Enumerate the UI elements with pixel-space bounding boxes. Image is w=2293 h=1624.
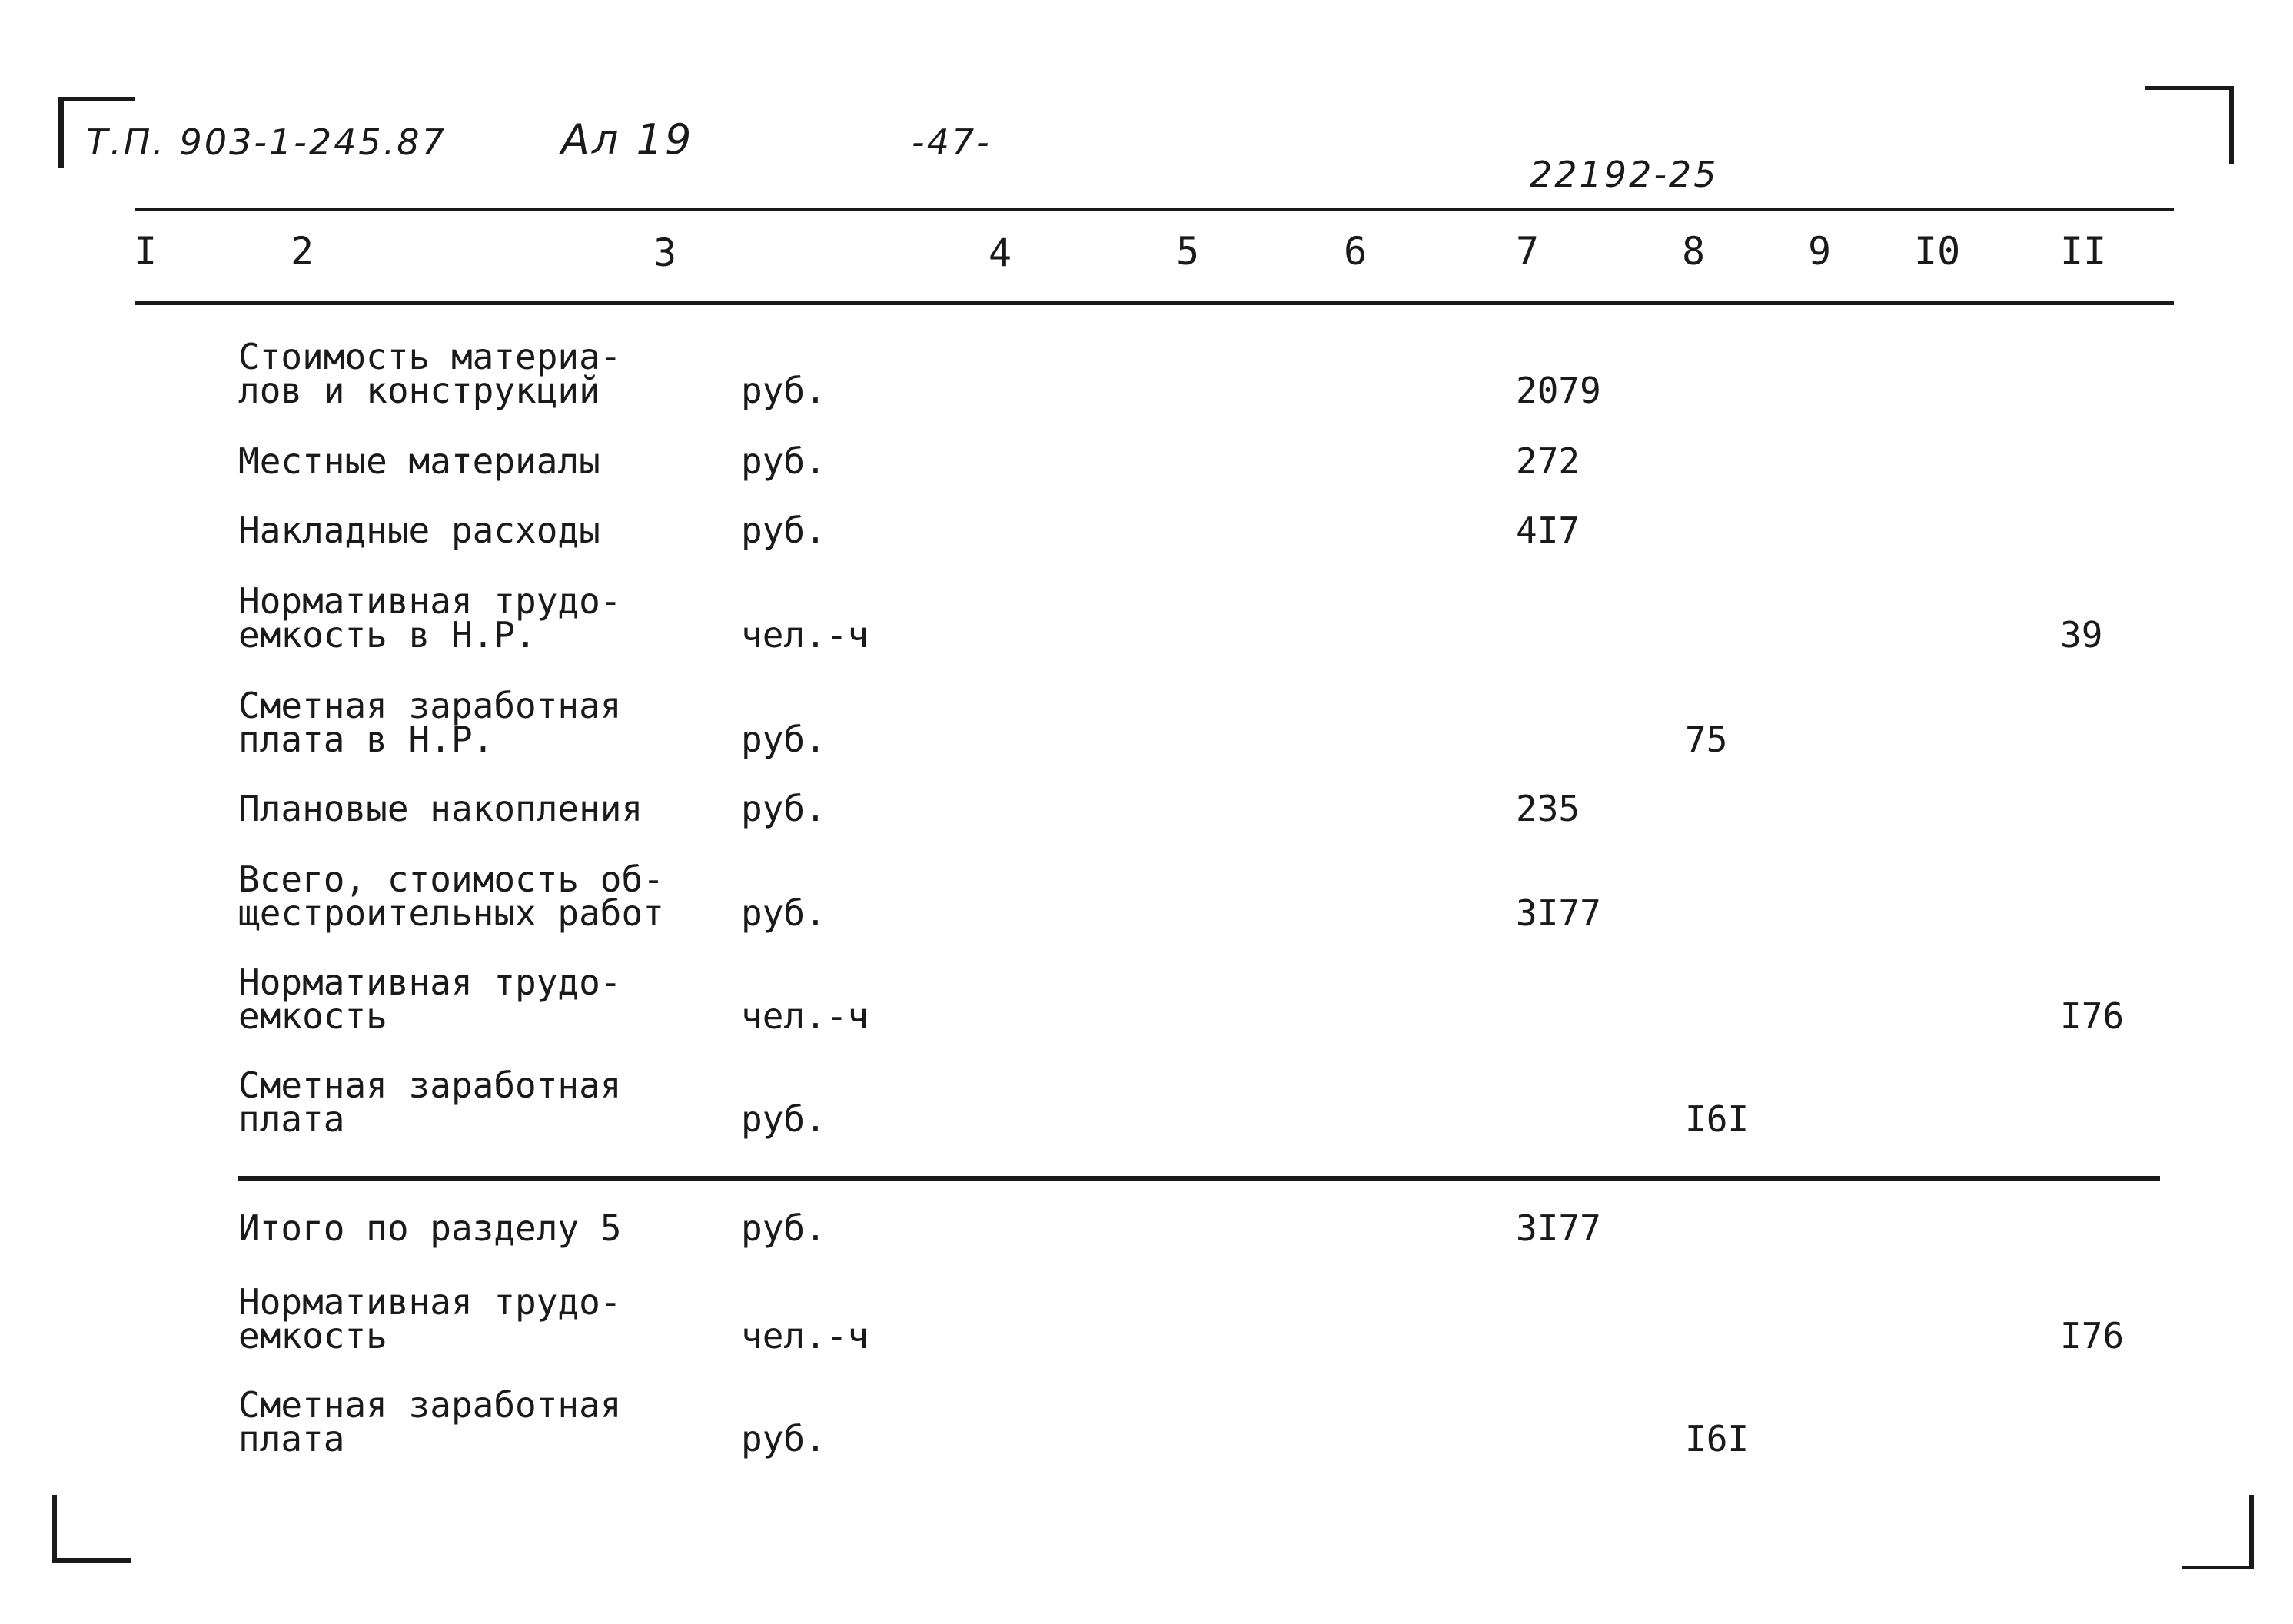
row-value-col8: I6I — [1685, 1418, 1750, 1460]
column-number: 3 — [653, 231, 677, 275]
row-name: Нормативная трудо- емкость в Н.Р. — [238, 580, 622, 656]
row-unit: руб. — [741, 892, 826, 934]
column-number: 8 — [1682, 229, 1706, 274]
row-unit: руб. — [741, 1207, 826, 1249]
column-number: 5 — [1176, 229, 1200, 274]
row-name: Плановые накопления — [238, 788, 643, 829]
row-value-col7: 3I77 — [1516, 892, 1601, 934]
corner-mark-bottom-left — [52, 1495, 131, 1563]
section-total-rule — [238, 1176, 2160, 1181]
row-unit: чел.-ч — [741, 614, 869, 656]
row-value-col8: 75 — [1685, 719, 1728, 760]
column-number: 7 — [1516, 229, 1540, 274]
row-name: Всего, стоимость об- щестроительных работ — [238, 858, 664, 934]
row-value-col7: 4I7 — [1516, 510, 1580, 551]
document-code: Т.П. 903-1-245.87 — [86, 121, 447, 163]
row-unit: руб. — [741, 1418, 826, 1460]
album-number: Ал 19 — [561, 115, 694, 164]
row-name: Стоимость материа- лов и конструкций — [238, 336, 622, 411]
row-name: Сметная заработная плата — [238, 1384, 622, 1460]
column-number: II — [2060, 229, 2107, 274]
top-rule — [135, 208, 2174, 211]
row-value-col11: 39 — [2060, 614, 2103, 656]
column-header-rule — [135, 301, 2174, 305]
row-name: Нормативная трудо- емкость — [238, 961, 622, 1037]
row-name: Местные материалы — [238, 440, 600, 482]
corner-mark-top-right — [2145, 86, 2234, 164]
row-unit: руб. — [741, 370, 826, 411]
row-unit: руб. — [741, 788, 826, 829]
column-number: 6 — [1344, 229, 1367, 274]
row-unit: чел.-ч — [741, 995, 869, 1037]
row-value-col7: 2079 — [1516, 370, 1601, 411]
row-unit: чел.-ч — [741, 1315, 869, 1357]
row-unit: руб. — [741, 1098, 826, 1140]
column-number: I0 — [1914, 229, 1961, 274]
row-name: Сметная заработная плата — [238, 1064, 622, 1140]
row-unit: руб. — [741, 719, 826, 760]
column-number: 4 — [989, 231, 1012, 275]
row-name: Накладные расходы — [238, 510, 600, 551]
row-value-col7: 3I77 — [1516, 1207, 1601, 1249]
row-value-col7: 235 — [1516, 788, 1580, 829]
row-unit: руб. — [741, 510, 826, 551]
column-number: 9 — [1808, 229, 1832, 274]
column-number: I — [134, 229, 158, 274]
row-value-col11: I76 — [2060, 995, 2125, 1037]
row-name: Сметная заработная плата в Н.Р. — [238, 685, 622, 760]
sheet-code: 22192-25 — [1530, 154, 1719, 195]
corner-mark-bottom-right — [2182, 1495, 2254, 1569]
row-name: Итого по разделу 5 — [238, 1207, 622, 1249]
row-unit: руб. — [741, 440, 826, 482]
page-number: -47- — [912, 121, 992, 163]
row-name: Нормативная трудо- емкость — [238, 1281, 622, 1357]
row-value-col8: I6I — [1685, 1098, 1750, 1140]
row-value-col11: I76 — [2060, 1315, 2125, 1357]
row-value-col7: 272 — [1516, 440, 1580, 482]
column-number: 2 — [291, 229, 314, 274]
